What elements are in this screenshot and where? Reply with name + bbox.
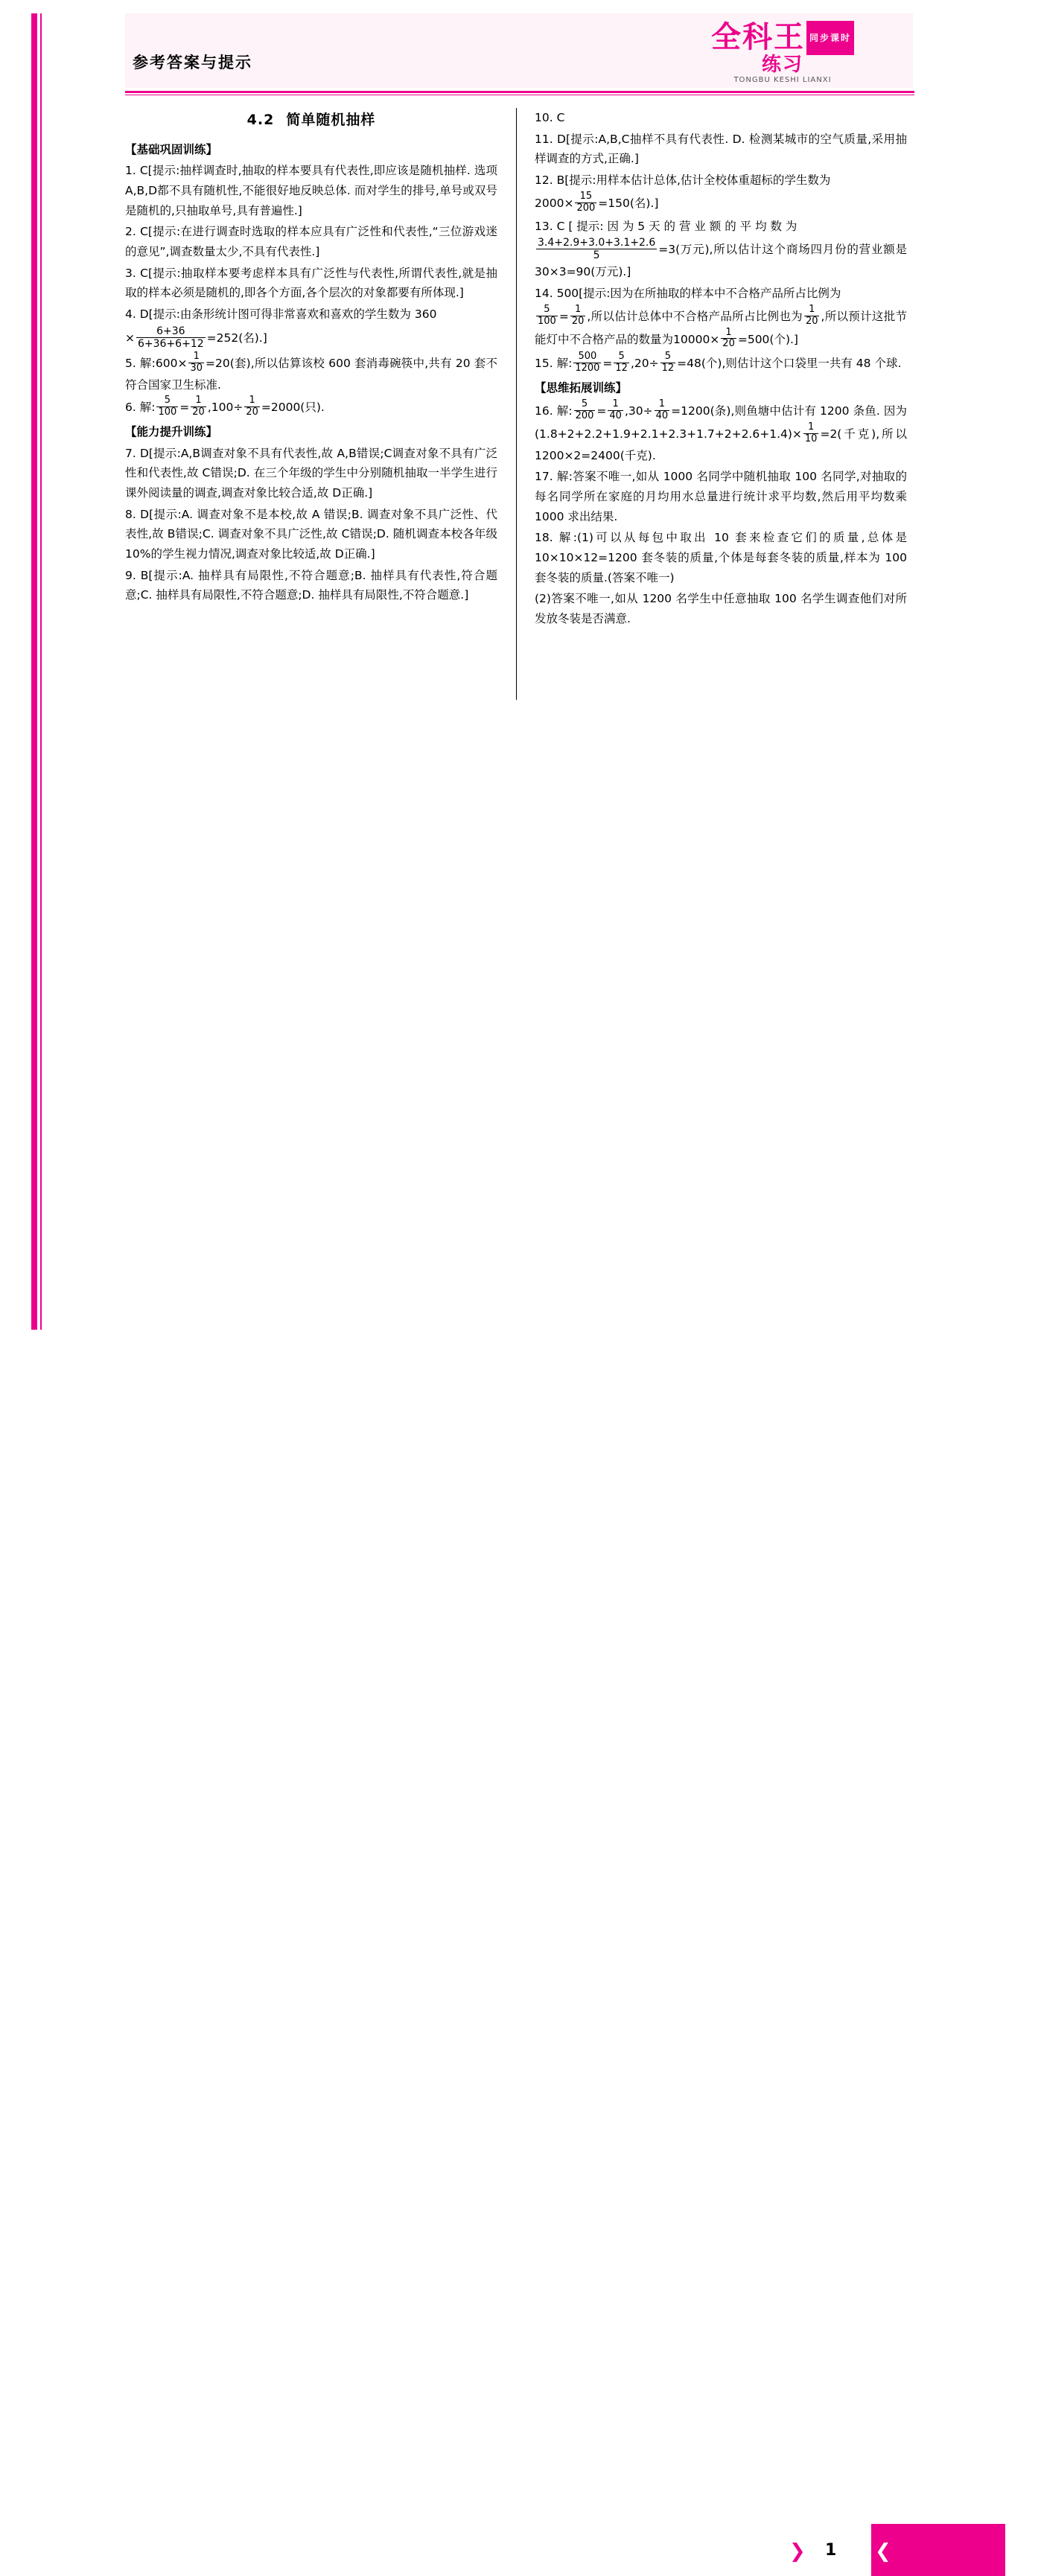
q15-f3-den: 12 — [661, 363, 675, 374]
q15-fraction-3 — [660, 351, 676, 374]
q15-f2-den: 12 — [615, 363, 628, 374]
q12-fraction — [575, 191, 596, 214]
q14-f3-num: 1 — [804, 305, 820, 316]
q15-m2: ,20÷ — [630, 357, 659, 371]
left-decor-bar — [31, 13, 37, 1330]
q12-pre: 2000× — [535, 196, 574, 210]
q14-m3: ,所以预计这批节能灯中不合格产品的数量为10000× — [535, 309, 907, 346]
answer-item-13-math — [535, 237, 907, 282]
q16-pre: 16. 解: — [535, 404, 573, 418]
q16-m1: = — [596, 404, 607, 418]
q16-f4-den: 10 — [804, 433, 818, 444]
answer-item-15 — [535, 352, 907, 375]
q12-den: 200 — [576, 202, 596, 214]
q13-num: 3.4+2.9+3.0+3.1+2.6 — [538, 237, 656, 249]
left-decor-bar-thin — [40, 13, 42, 1330]
answer-item-17: 17. 解:答案不唯一,如从 1000 名同学中随机抽取 100 名同学,对抽取的每名同学所在家庭的月均用水总量进行统计求平均数,然后用平均数乘 1000 求出结果. — [535, 470, 907, 523]
answer-item-16 — [535, 400, 907, 465]
answer-item-14-math — [535, 305, 907, 351]
right-column — [535, 108, 907, 631]
q14-f4-num: 1 — [721, 328, 736, 339]
section-heading — [125, 108, 497, 133]
q14-fraction-4 — [721, 328, 736, 351]
q12-result: =150(名).] — [598, 196, 659, 210]
q16-m2: ,30÷ — [624, 404, 653, 418]
q16-fraction-3 — [655, 399, 670, 422]
q6-end: =2000(只). — [261, 401, 325, 415]
chevron-right-icon: ❯ — [789, 2540, 806, 2563]
q4-times: × — [125, 331, 135, 345]
q16-fraction-4 — [803, 422, 819, 445]
answer-item-8: 8. D[提示:A. 调查对象不是本校,故 A 错误;B. 调查对象不具广泛性、代表性,故 B错误;C. 调查对象不具广泛性,故 C错误;D. 随机调查本校各年级 10%的学生视力情况,调查对象比较适,故 D正确.] — [125, 507, 497, 561]
q16-f1-num: 5 — [574, 399, 596, 411]
header-rule — [125, 91, 914, 93]
q14-f2-num: 1 — [570, 305, 586, 316]
q14-fraction-3 — [804, 305, 820, 328]
q6-mid2: ,100÷ — [207, 401, 243, 415]
q4-numerator: 6+36 — [136, 325, 206, 338]
section-number: 4.2 — [246, 112, 275, 128]
brand-logo — [697, 21, 868, 85]
answer-item-6 — [125, 396, 497, 419]
q4-result: =252(名).] — [206, 331, 267, 345]
page-title: 参考答案与提示 — [133, 54, 252, 71]
q6-pre: 6. 解: — [125, 401, 156, 415]
q4-fraction — [136, 325, 206, 350]
answer-item-4-math — [125, 326, 497, 351]
answer-item-9: 9. B[提示:A. 抽样具有局限性,不符合题意;B. 抽样具有代表性,符合题意;C. 抽样具有局限性,不符合题意;D. 抽样具有局限性,不符合题意.] — [125, 568, 497, 602]
q12-num: 15 — [575, 191, 596, 203]
q6-f3-num: 1 — [244, 395, 260, 407]
q6-eq: = — [179, 401, 190, 415]
q6-f3-den: 20 — [246, 407, 258, 418]
q15-f1-num: 500 — [573, 351, 601, 363]
q15-end: =48(个),则估计这个口袋里一共有 48 个球. — [677, 357, 902, 371]
page-header — [125, 13, 913, 88]
q15-f1-den: 1200 — [575, 363, 600, 374]
q15-fraction-1 — [573, 351, 601, 374]
q6-fraction-3 — [244, 395, 260, 418]
group-heading-thinking: 【思维拓展训练】 — [535, 381, 628, 395]
answer-item-18-part2: (2)答案不唯一,如从 1200 名学生中任意抽取 100 名学生调查他们对所发放冬装是否满意. — [535, 592, 907, 625]
q5-fraction — [188, 351, 204, 374]
q13-den: 5 — [593, 249, 600, 262]
q14-m2: ,所以估计总体中不合格产品所占比例也为 — [587, 309, 803, 323]
q16-f2-num: 1 — [608, 399, 623, 411]
answer-item-11: 11. D[提示:A,B,C抽样不具有代表性. D. 检测某城市的空气质量,采用抽样调查的方式,正确.] — [535, 132, 907, 166]
q14-m1: = — [558, 309, 569, 323]
q14-f4-den: 20 — [722, 338, 735, 350]
q16-f3-den: 40 — [655, 409, 669, 421]
q16-f2-den: 40 — [609, 409, 622, 421]
logo-main-text — [697, 21, 868, 55]
q16-m3: =1200(条),则鱼塘中估计有 1200 条鱼. 因为(1.8+2+2.2+1.9+2.1+2.3+1.7+2+2.6+1.4)× — [535, 404, 907, 441]
group-heading-ability: 【能力提升训练】 — [125, 425, 218, 439]
q14-f1-num: 5 — [536, 305, 558, 316]
answer-item-12: 12. B[提示:用样本估计总体,估计全校体重超标的学生数为 — [535, 173, 831, 187]
q13-rest: =3(万元),所以估计这个商场四月份的营业额是 30×3=90(万元).] — [535, 243, 907, 279]
q5-rest: =20(套),所以估算该校 600 套消毒碗筷中,共有 20 套不符合国家卫生标准. — [125, 356, 497, 392]
q14-fraction-1 — [536, 305, 558, 328]
answer-item-18-part1: 18. 解:(1)可以从每包中取出 10 套来检查它们的质量,总体是 10×10×12=1200 套冬装的质量,个体是每套冬装的质量,样本为 100 套冬装的质量.(答案不唯一) — [535, 531, 907, 584]
left-column — [125, 108, 497, 607]
answer-item-1: 1. C[提示:抽样调查时,抽取的样本要具有代表性,即应该是随机抽样. 选项 A,B,D都不具有随机性,不能很好地反映总体. 而对学生的排号,单号或双号是随机的,只抽取单号,具有普遍性.] — [125, 164, 497, 217]
q16-fraction-1 — [574, 399, 596, 422]
q6-f1-num: 5 — [156, 395, 178, 407]
answer-item-3: 3. C[提示:抽取样本要考虑样本具有广泛性与代表性,所谓代表性,就是抽取的样本必须是随机的,即各个方面,各个层次的对象都要有所体现.] — [125, 266, 497, 300]
q6-fraction-2 — [191, 395, 206, 418]
q5-denominator: 30 — [190, 362, 203, 374]
page-number: 1 — [825, 2541, 837, 2560]
answer-item-13: 13. C [ 提示: 因 为 5 天 的 营 业 额 的 平 均 数 为 — [535, 219, 798, 233]
answer-item-14: 14. 500[提示:因为在所抽取的样本中不合格产品所占比例为 — [535, 287, 841, 300]
column-divider — [516, 108, 517, 700]
q14-f1-den: 100 — [538, 315, 556, 327]
section-title: 简单随机抽样 — [286, 112, 376, 128]
q16-f4-num: 1 — [803, 422, 819, 434]
answer-item-4 — [125, 305, 497, 325]
q15-f3-num: 5 — [660, 351, 676, 363]
page-footer — [0, 1258, 1041, 2563]
chevron-left-icon: ❮ — [875, 2540, 891, 2563]
q5-numerator: 1 — [188, 351, 204, 363]
answer-item-5 — [125, 352, 497, 395]
answer-item-12-math — [535, 192, 907, 215]
q15-pre: 15. 解: — [535, 357, 573, 371]
q15-f2-num: 5 — [614, 351, 629, 363]
q6-f2-den: 20 — [192, 407, 205, 418]
q16-f3-num: 1 — [655, 399, 670, 411]
answer-item-10: 10. C — [535, 111, 565, 124]
q16-f1-den: 200 — [575, 409, 594, 421]
q4-denominator: 6+36+6+12 — [138, 337, 204, 350]
q14-end: =500(个).] — [737, 332, 798, 346]
logo-practice: 练习 — [761, 54, 803, 76]
group-heading-basic: 【基础巩固训练】 — [125, 142, 218, 156]
q5-pre: 5. 解:600× — [125, 356, 188, 370]
q14-fraction-2 — [570, 305, 586, 328]
answer-item-2: 2. C[提示:在进行调查时选取的样本应具有广泛性和代表性,“三位游戏迷的意见”,调查数量太少,不具有代表性.] — [125, 225, 497, 258]
q15-fraction-2 — [614, 351, 629, 374]
q15-m1: = — [602, 357, 613, 371]
logo-brand: 全科王 — [710, 20, 805, 54]
q14-f3-den: 20 — [805, 315, 818, 327]
answer-item-7: 7. D[提示:A,B调查对象不具有代表性,故 A,B错误;C调查对象不具有广泛性和代表性,故 C错误;D. 在三个年级的学生中分别随机抽取一半学生进行课外阅读量的调查,调查对象比较合适,故 D正确.] — [125, 446, 497, 500]
logo-badge: 同步课时 — [806, 21, 854, 55]
answer-item-4-text: 4. D[提示:由条形统计图可得非常喜欢和喜欢的学生数为 360 — [125, 307, 437, 321]
logo-subtitle: TONGBU KESHI LIANXI — [733, 76, 832, 84]
q6-f2-num: 1 — [191, 395, 206, 407]
q14-f2-den: 20 — [571, 315, 585, 327]
q6-f1-den: 100 — [158, 407, 177, 418]
q16-fraction-2 — [608, 399, 623, 422]
q13-fraction — [536, 237, 657, 261]
q6-fraction-1 — [156, 395, 178, 418]
q16-end: =2(千克),所以 1200×2=2400(千克). — [535, 427, 907, 462]
